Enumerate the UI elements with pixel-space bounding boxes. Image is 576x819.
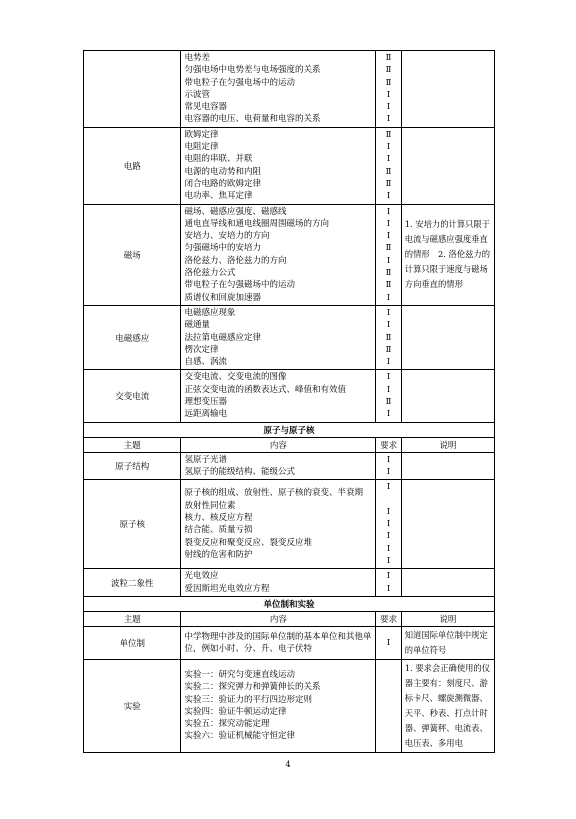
content-item: 理想变压器 bbox=[184, 397, 227, 408]
header-row bbox=[84, 611, 495, 626]
level-item: Ⅰ bbox=[386, 357, 391, 368]
table-row bbox=[84, 51, 495, 128]
level-item: Ⅱ bbox=[385, 53, 392, 63]
level-cell bbox=[376, 480, 401, 569]
level-item: Ⅰ bbox=[386, 454, 391, 465]
level-item: Ⅰ bbox=[386, 255, 391, 266]
topic-cell: 交变电流 bbox=[84, 370, 181, 422]
note-cell bbox=[401, 569, 494, 597]
level-item: Ⅱ bbox=[385, 178, 392, 189]
content-item: 远距离输电 bbox=[184, 409, 227, 420]
table-row bbox=[84, 569, 495, 597]
content-item: 洛伦兹力公式 bbox=[184, 268, 236, 279]
table-row bbox=[84, 659, 495, 752]
content-item: 磁场、磁感应强度、磁感线 bbox=[184, 206, 287, 217]
level-item: Ⅰ bbox=[386, 531, 391, 542]
content-cell bbox=[181, 370, 376, 422]
level-cell bbox=[376, 204, 401, 305]
content-item: 磁通量 bbox=[184, 320, 210, 331]
header-row bbox=[84, 437, 495, 452]
header-topic: 主题 bbox=[84, 437, 181, 452]
topic-cell bbox=[84, 51, 181, 128]
level-item: Ⅰ bbox=[386, 307, 391, 318]
level-cell bbox=[376, 659, 401, 752]
level-item: Ⅰ bbox=[386, 89, 391, 100]
content-cell bbox=[181, 480, 376, 569]
level-item: Ⅰ bbox=[386, 583, 391, 594]
level-item: Ⅰ bbox=[386, 114, 391, 125]
level-cell bbox=[376, 569, 401, 597]
topic-cell: 实验 bbox=[84, 659, 181, 752]
level-item: Ⅰ bbox=[386, 543, 391, 554]
level-item: Ⅰ bbox=[386, 154, 391, 165]
table-row bbox=[84, 370, 495, 422]
level-item: Ⅰ bbox=[386, 555, 391, 566]
level-item: Ⅰ bbox=[386, 466, 391, 477]
header-content: 内容 bbox=[181, 611, 376, 626]
content-item: 电势差 bbox=[184, 53, 210, 63]
content-cell bbox=[181, 51, 376, 128]
syllabus-table bbox=[83, 50, 495, 753]
level-item: Ⅰ bbox=[386, 292, 391, 303]
level-item: Ⅱ bbox=[385, 280, 392, 291]
level-item: Ⅰ bbox=[386, 482, 391, 493]
level-item: Ⅰ bbox=[386, 571, 391, 582]
level-item: Ⅱ bbox=[385, 243, 392, 254]
content-item: 电阻的串联、并联 bbox=[184, 154, 253, 165]
topic-cell: 磁场 bbox=[84, 204, 181, 305]
level-item: Ⅰ bbox=[386, 231, 391, 242]
content-item: 核力、核反应方程 bbox=[184, 512, 253, 523]
note-cell bbox=[401, 452, 494, 480]
note-cell bbox=[401, 127, 494, 204]
header-content: 内容 bbox=[181, 437, 376, 452]
topic-cell: 原子核 bbox=[84, 480, 181, 569]
note-cell: 知道国际单位制中规定的单位符号 bbox=[401, 626, 494, 659]
content-item: 法拉第电磁感应定律 bbox=[184, 332, 261, 343]
content-item: 安培力、安培力的方向 bbox=[184, 231, 270, 242]
content-item: 实验一：研究匀变速直线运动 bbox=[184, 669, 295, 680]
level-item: Ⅰ bbox=[386, 102, 391, 113]
note-cell bbox=[401, 51, 494, 128]
level-item: Ⅰ bbox=[386, 142, 391, 153]
content-item: 结合能、质量亏损 bbox=[184, 525, 253, 536]
level-cell bbox=[376, 305, 401, 369]
content-item: 原子核的组成、放射性、原子核的衰变、半衰期 bbox=[184, 488, 363, 499]
table-row bbox=[84, 480, 495, 569]
level-item: Ⅱ bbox=[385, 397, 392, 408]
content-item: 实验五：探究动能定理 bbox=[184, 719, 270, 730]
content-cell bbox=[181, 569, 376, 597]
content-item: 匀强电场中电势差与电场强度的关系 bbox=[184, 65, 321, 76]
note-cell bbox=[401, 480, 494, 569]
topic-cell: 电路 bbox=[84, 127, 181, 204]
content-item: 实验二：探究弹力和弹簧伸长的关系 bbox=[184, 682, 321, 693]
content-item: 爱因斯坦光电效应方程 bbox=[184, 583, 270, 594]
content-item: 电源的电动势和内阻 bbox=[184, 166, 261, 177]
topic-cell: 单位制 bbox=[84, 626, 181, 659]
note-cell: 1. 安培力的计算只限于电流与磁感应强度垂直的情形 2. 洛伦兹力的计算只限于速度与磁场方向垂直的情形 bbox=[401, 204, 494, 305]
level-item: Ⅱ bbox=[385, 65, 392, 76]
page-number: 4 bbox=[285, 760, 291, 769]
header-level: 要求 bbox=[376, 611, 401, 626]
table-row bbox=[84, 626, 495, 659]
table-row bbox=[84, 305, 495, 369]
header-note: 说明 bbox=[401, 437, 494, 452]
content-cell bbox=[181, 127, 376, 204]
content-item: 质谱仪和回旋加速器 bbox=[184, 292, 261, 303]
header-topic: 主题 bbox=[84, 611, 181, 626]
level-cell bbox=[376, 370, 401, 422]
content-item: 电功率、焦耳定律 bbox=[184, 191, 253, 202]
content-item: 裂变反应和聚变反应、裂变反应堆 bbox=[184, 537, 312, 548]
content-item: 带电粒子在匀强电场中的运动 bbox=[184, 77, 295, 88]
note-cell bbox=[401, 370, 494, 422]
content-cell bbox=[181, 659, 376, 752]
level-item: Ⅰ bbox=[386, 384, 391, 395]
level-item: Ⅰ bbox=[386, 191, 391, 202]
note-cell bbox=[401, 305, 494, 369]
content-item: 示波管 bbox=[184, 89, 210, 100]
topic-cell: 电磁感应 bbox=[84, 305, 181, 369]
content-item: 实验六：验证机械能守恒定律 bbox=[184, 731, 295, 742]
level-item: Ⅰ bbox=[386, 519, 391, 530]
content-item: 放射性同位素 bbox=[184, 500, 236, 511]
content-item: 电磁感应现象 bbox=[184, 307, 236, 318]
content-item: 洛伦兹力、洛伦兹力的方向 bbox=[184, 255, 287, 266]
note-cell: 1. 要求会正确使用的仪器主要有：刻度尺、游标卡尺、螺旋测微器、天平、秒表、打点计时器、弹簧秤、电流表、电压表、多用电 bbox=[401, 659, 494, 752]
level-item: Ⅰ bbox=[386, 506, 391, 517]
level-item: Ⅱ bbox=[385, 268, 392, 279]
content-item: 正弦交变电流的函数表达式、峰值和有效值 bbox=[184, 384, 346, 395]
content-item: 中学物理中涉及的国际单位制的基本单位和其他单位，例如小时、分、升、电子伏特 bbox=[184, 631, 372, 654]
content-item: 常见电容器 bbox=[184, 102, 227, 113]
header-note: 说明 bbox=[401, 611, 494, 626]
table-row bbox=[84, 127, 495, 204]
content-item: 实验四：验证牛顿运动定律 bbox=[184, 706, 287, 717]
level-item: Ⅰ bbox=[386, 637, 391, 648]
content-item: 电容器的电压、电荷量和电容的关系 bbox=[184, 114, 321, 125]
level-cell bbox=[376, 127, 401, 204]
content-item: 通电直导线和通电线圈周围磁场的方向 bbox=[184, 218, 329, 229]
level-item: Ⅰ bbox=[386, 409, 391, 420]
content-cell bbox=[181, 305, 376, 369]
content-item: 交变电流、交变电流的图像 bbox=[184, 372, 287, 383]
content-item: 带电粒子在匀强磁场中的运动 bbox=[184, 280, 295, 291]
content-item: 欧姆定律 bbox=[184, 129, 219, 140]
level-cell bbox=[376, 51, 401, 128]
table-row bbox=[84, 204, 495, 305]
level-item: Ⅱ bbox=[385, 77, 392, 88]
content-item: 电阻定律 bbox=[184, 142, 219, 153]
content-item: 自感、涡流 bbox=[184, 357, 227, 368]
level-item: Ⅰ bbox=[386, 206, 391, 217]
level-item: Ⅱ bbox=[385, 166, 392, 177]
content-item: 射线的危害和防护 bbox=[184, 549, 253, 560]
level-cell bbox=[376, 452, 401, 480]
content-item: 匀强磁场中的安培力 bbox=[184, 243, 261, 254]
content-item: 光电效应 bbox=[184, 571, 219, 582]
topic-cell: 原子结构 bbox=[84, 452, 181, 480]
level-item: Ⅱ bbox=[385, 344, 392, 355]
content-item: 实验三：验证力的平行四边形定则 bbox=[184, 694, 312, 705]
header-level: 要求 bbox=[376, 437, 401, 452]
level-item: Ⅱ bbox=[385, 332, 392, 343]
content-item: 氢原子光谱 bbox=[184, 454, 227, 465]
content-cell bbox=[181, 452, 376, 480]
level-item: Ⅰ bbox=[386, 218, 391, 229]
content-item: 楞次定律 bbox=[184, 344, 219, 355]
content-cell bbox=[181, 204, 376, 305]
content-item: 氢原子的能级结构、能级公式 bbox=[184, 466, 295, 477]
section-title-units: 单位制和实验 bbox=[84, 596, 495, 611]
level-item: Ⅱ bbox=[385, 129, 392, 140]
content-item: 闭合电路的欧姆定律 bbox=[184, 178, 261, 189]
level-cell bbox=[376, 626, 401, 659]
table-row bbox=[84, 452, 495, 480]
level-item: Ⅰ bbox=[386, 320, 391, 331]
content-cell bbox=[181, 626, 376, 659]
level-item: Ⅰ bbox=[386, 372, 391, 383]
topic-cell: 波粒二象性 bbox=[84, 569, 181, 597]
section-title-atom: 原子与原子核 bbox=[84, 422, 495, 437]
